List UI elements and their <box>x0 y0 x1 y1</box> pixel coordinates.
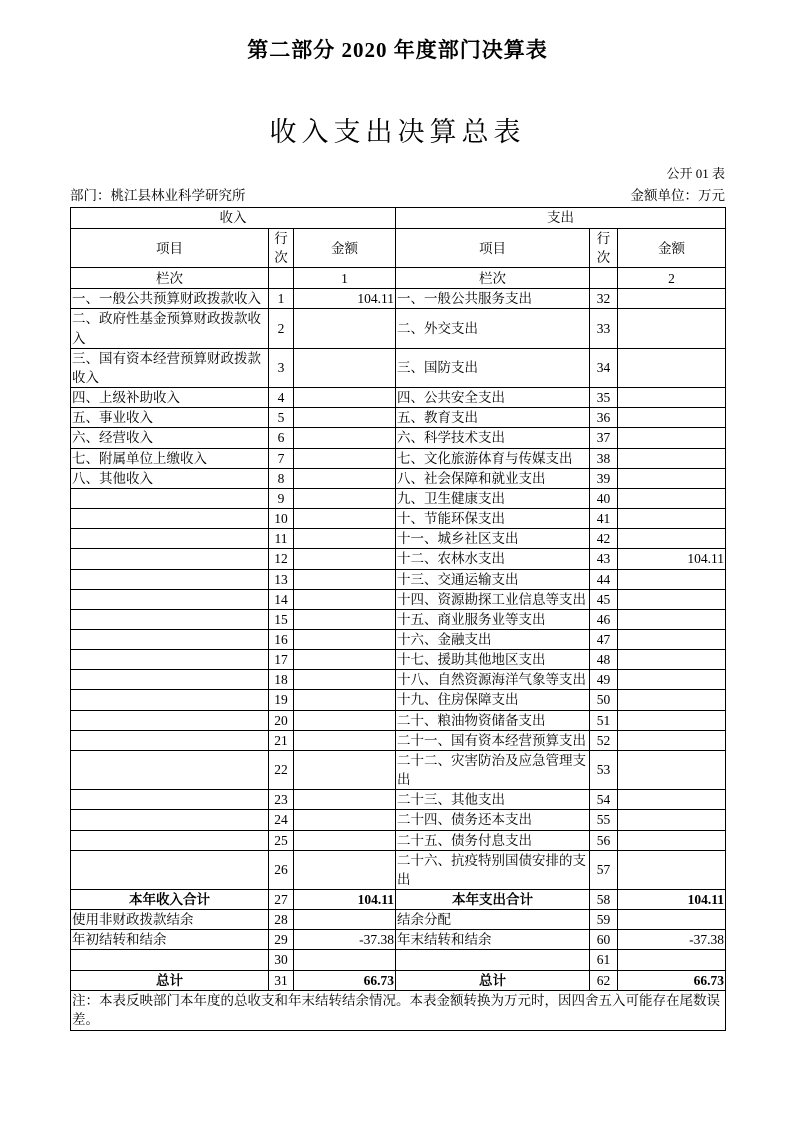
table-row <box>71 690 726 710</box>
table-row <box>71 810 726 830</box>
expense-item: 总计 <box>396 970 590 990</box>
income-line-no: 29 <box>269 930 294 950</box>
income-item: 七、附属单位上缴收入 <box>71 448 269 468</box>
income-item: 一、一般公共预算财政拨款收入 <box>71 289 269 309</box>
table-row <box>71 609 726 629</box>
income-item-header: 项目 <box>71 229 269 268</box>
expense-line-no: 41 <box>590 509 618 529</box>
income-item <box>71 850 269 889</box>
expense-amount <box>618 910 726 930</box>
income-amount <box>294 448 396 468</box>
income-amount: 104.11 <box>294 289 396 309</box>
expense-line-no: 57 <box>590 850 618 889</box>
expense-line-no: 61 <box>590 950 618 970</box>
income-line-no: 24 <box>269 810 294 830</box>
table-meta <box>70 184 725 206</box>
expense-amount <box>618 529 726 549</box>
expense-amount <box>618 289 726 309</box>
expense-amount <box>618 569 726 589</box>
income-line-no: 12 <box>269 549 294 569</box>
income-item <box>71 810 269 830</box>
income-amount <box>294 850 396 889</box>
income-line-no: 20 <box>269 710 294 730</box>
table-title: 收入支出决算总表 <box>269 117 526 147</box>
expense-line-no: 33 <box>590 309 618 348</box>
table-row <box>71 529 726 549</box>
expense-item: 六、科学技术支出 <box>396 428 590 448</box>
table-row <box>71 850 726 889</box>
section-title: 第二部分 2020 年度部门决算表 <box>247 38 548 62</box>
expense-amount <box>618 790 726 810</box>
expense-item: 十三、交通运输支出 <box>396 569 590 589</box>
income-item <box>71 750 269 789</box>
header-row-sections <box>71 208 726 229</box>
income-amount <box>294 629 396 649</box>
income-item <box>71 529 269 549</box>
income-amount <box>294 810 396 830</box>
expense-amount <box>618 388 726 408</box>
expense-amount <box>618 408 726 428</box>
table-row <box>71 509 726 529</box>
expense-item: 十一、城乡社区支出 <box>396 529 590 549</box>
income-item <box>71 509 269 529</box>
income-amount: -37.38 <box>294 930 396 950</box>
income-line-no: 30 <box>269 950 294 970</box>
expense-item: 八、社会保障和就业支出 <box>396 468 590 488</box>
expense-line-header: 行次 <box>590 229 618 268</box>
table-row <box>71 589 726 609</box>
expense-amount <box>618 950 726 970</box>
income-amount <box>294 529 396 549</box>
income-line-no: 18 <box>269 670 294 690</box>
table-row <box>71 309 726 348</box>
income-line-no: 19 <box>269 690 294 710</box>
income-item <box>71 670 269 690</box>
expense-line-no: 46 <box>590 609 618 629</box>
expense-item: 十九、住房保障支出 <box>396 690 590 710</box>
expense-item: 二十一、国有资本经营预算支出 <box>396 730 590 750</box>
income-line-no: 23 <box>269 790 294 810</box>
income-amount <box>294 408 396 428</box>
expense-item: 十八、自然资源海洋气象等支出 <box>396 670 590 690</box>
expense-amount: 66.73 <box>618 970 726 990</box>
income-line-no: 5 <box>269 408 294 428</box>
income-item: 总计 <box>71 970 269 990</box>
summary-row <box>71 970 726 990</box>
income-amount-header: 金额 <box>294 229 396 268</box>
expense-column-number: 2 <box>618 268 726 289</box>
expense-item-header: 项目 <box>396 229 590 268</box>
expense-amount <box>618 710 726 730</box>
expense-item: 十五、商业服务业等支出 <box>396 609 590 629</box>
income-line-no: 2 <box>269 309 294 348</box>
unit-label: 金额单位：万元 <box>630 188 725 203</box>
income-line-header: 行次 <box>269 229 294 268</box>
expense-line-no: 48 <box>590 650 618 670</box>
expense-amount <box>618 309 726 348</box>
income-line-no: 9 <box>269 488 294 508</box>
expense-item: 年末结转和结余 <box>396 930 590 950</box>
income-line-no: 6 <box>269 428 294 448</box>
expense-item: 结余分配 <box>396 910 590 930</box>
expense-item: 十六、金融支出 <box>396 629 590 649</box>
income-column-number: 1 <box>294 268 396 289</box>
income-amount <box>294 730 396 750</box>
table-row <box>71 790 726 810</box>
table-row <box>71 348 726 387</box>
table-row <box>71 488 726 508</box>
income-amount <box>294 488 396 508</box>
final-accounts-table <box>70 207 726 1031</box>
table-row <box>71 428 726 448</box>
expense-lanci-label: 栏次 <box>396 268 590 289</box>
income-line-no: 26 <box>269 850 294 889</box>
income-line-no: 4 <box>269 388 294 408</box>
table-row <box>71 289 726 309</box>
income-line-no: 15 <box>269 609 294 629</box>
table-row <box>71 388 726 408</box>
income-line-no: 22 <box>269 750 294 789</box>
expense-line-no: 37 <box>590 428 618 448</box>
income-amount <box>294 388 396 408</box>
expense-item: 二十二、灾害防治及应急管理支出 <box>396 750 590 789</box>
income-amount <box>294 790 396 810</box>
expense-line-no: 60 <box>590 930 618 950</box>
table-row <box>71 569 726 589</box>
table-code: 公开 01 表 <box>666 166 725 181</box>
expense-item: 九、卫生健康支出 <box>396 488 590 508</box>
table-note: 注：本表反映部门本年度的总收支和年末结转结余情况。本表金额转换为万元时，因四舍五入可能存在尾数误差。 <box>71 990 726 1030</box>
expense-item: 一、一般公共服务支出 <box>396 289 590 309</box>
income-item <box>71 950 269 970</box>
income-item <box>71 609 269 629</box>
income-item: 二、政府性基金预算财政拨款收入 <box>71 309 269 348</box>
income-item <box>71 830 269 850</box>
expense-line-no: 50 <box>590 690 618 710</box>
expense-item: 七、文化旅游体育与传媒支出 <box>396 448 590 468</box>
summary-row <box>71 910 726 930</box>
summary-row <box>71 930 726 950</box>
expense-line-no: 36 <box>590 408 618 428</box>
expense-amount <box>618 850 726 889</box>
income-item <box>71 569 269 589</box>
expense-line-no: 32 <box>590 289 618 309</box>
income-line-no: 8 <box>269 468 294 488</box>
expense-item <box>396 950 590 970</box>
expense-line-no: 56 <box>590 830 618 850</box>
income-item <box>71 690 269 710</box>
income-line-no: 3 <box>269 348 294 387</box>
expense-line-no: 34 <box>590 348 618 387</box>
income-item: 三、国有资本经营预算财政拨款收入 <box>71 348 269 387</box>
expense-line-no: 49 <box>590 670 618 690</box>
income-amount <box>294 910 396 930</box>
header-row-columns <box>71 229 726 268</box>
expense-amount <box>618 609 726 629</box>
income-line-no: 25 <box>269 830 294 850</box>
expense-amount <box>618 448 726 468</box>
income-amount <box>294 348 396 387</box>
expense-line-no: 38 <box>590 448 618 468</box>
income-item: 八、其他收入 <box>71 468 269 488</box>
expense-item: 十二、农林水支出 <box>396 549 590 569</box>
expense-item: 五、教育支出 <box>396 408 590 428</box>
income-amount <box>294 650 396 670</box>
income-item: 四、上级补助收入 <box>71 388 269 408</box>
expense-item: 二十、粮油物资储备支出 <box>396 710 590 730</box>
income-line-no: 11 <box>269 529 294 549</box>
note-row <box>71 990 726 1030</box>
expense-item: 十七、援助其他地区支出 <box>396 650 590 670</box>
expense-line-no: 44 <box>590 569 618 589</box>
expense-line-no: 42 <box>590 529 618 549</box>
income-amount <box>294 609 396 629</box>
expense-line-no: 58 <box>590 890 618 910</box>
summary-row <box>71 950 726 970</box>
income-item: 使用非财政拨款结余 <box>71 910 269 930</box>
income-item: 本年收入合计 <box>71 890 269 910</box>
income-item: 六、经营收入 <box>71 428 269 448</box>
income-item <box>71 589 269 609</box>
income-amount <box>294 750 396 789</box>
department-label: 部门：桃江县林业科学研究所 <box>70 188 246 203</box>
income-amount <box>294 690 396 710</box>
expense-amount <box>618 830 726 850</box>
header-row-lanci <box>71 268 726 289</box>
income-amount <box>294 589 396 609</box>
income-amount <box>294 509 396 529</box>
expense-item: 二十五、债务付息支出 <box>396 830 590 850</box>
expense-line-no: 53 <box>590 750 618 789</box>
expense-line-no: 59 <box>590 910 618 930</box>
table-row <box>71 629 726 649</box>
income-amount <box>294 830 396 850</box>
income-line-no: 1 <box>269 289 294 309</box>
expense-item: 二十六、抗疫特别国债安排的支出 <box>396 850 590 889</box>
expense-item: 二、外交支出 <box>396 309 590 348</box>
income-line-no: 7 <box>269 448 294 468</box>
income-line-no: 14 <box>269 589 294 609</box>
expense-amount: 104.11 <box>618 549 726 569</box>
income-amount <box>294 468 396 488</box>
expense-amount <box>618 690 726 710</box>
expense-amount: 104.11 <box>618 890 726 910</box>
income-amount <box>294 670 396 690</box>
table-row <box>71 710 726 730</box>
income-item <box>71 549 269 569</box>
expense-item: 十四、资源勘探工业信息等支出 <box>396 589 590 609</box>
table-row <box>71 830 726 850</box>
summary-row <box>71 890 726 910</box>
income-section-header: 收入 <box>71 208 396 229</box>
expense-line-no: 43 <box>590 549 618 569</box>
expense-line-no: 52 <box>590 730 618 750</box>
income-item: 五、事业收入 <box>71 408 269 428</box>
income-amount <box>294 309 396 348</box>
expense-line-no: 39 <box>590 468 618 488</box>
expense-amount <box>618 730 726 750</box>
income-item <box>71 629 269 649</box>
expense-amount <box>618 810 726 830</box>
expense-item: 二十三、其他支出 <box>396 790 590 810</box>
income-amount: 104.11 <box>294 890 396 910</box>
income-line-no: 10 <box>269 509 294 529</box>
table-row <box>71 448 726 468</box>
expense-item: 三、国防支出 <box>396 348 590 387</box>
expense-amount-header: 金额 <box>618 229 726 268</box>
expense-amount <box>618 750 726 789</box>
expense-amount <box>618 509 726 529</box>
expense-line-no: 35 <box>590 388 618 408</box>
income-line-no: 16 <box>269 629 294 649</box>
income-line-no: 17 <box>269 650 294 670</box>
income-item <box>71 650 269 670</box>
table-row <box>71 670 726 690</box>
expense-item: 四、公共安全支出 <box>396 388 590 408</box>
table-row <box>71 408 726 428</box>
expense-amount <box>618 650 726 670</box>
income-line-no: 21 <box>269 730 294 750</box>
expense-line-no: 51 <box>590 710 618 730</box>
income-item <box>71 730 269 750</box>
income-line-no: 27 <box>269 890 294 910</box>
expense-amount <box>618 670 726 690</box>
income-item <box>71 790 269 810</box>
expense-lanci-blank <box>590 268 618 289</box>
income-amount <box>294 569 396 589</box>
income-amount <box>294 428 396 448</box>
income-lanci-blank <box>269 268 294 289</box>
expense-amount <box>618 468 726 488</box>
income-amount <box>294 710 396 730</box>
income-lanci-label: 栏次 <box>71 268 269 289</box>
expense-amount <box>618 348 726 387</box>
income-amount <box>294 950 396 970</box>
income-line-no: 13 <box>269 569 294 589</box>
expense-amount <box>618 428 726 448</box>
expense-amount <box>618 488 726 508</box>
income-item <box>71 488 269 508</box>
income-amount <box>294 549 396 569</box>
expense-line-no: 40 <box>590 488 618 508</box>
table-row <box>71 468 726 488</box>
table-row <box>71 549 726 569</box>
table-row <box>71 730 726 750</box>
expense-amount <box>618 589 726 609</box>
income-line-no: 31 <box>269 970 294 990</box>
expense-amount <box>618 629 726 649</box>
expense-item: 本年支出合计 <box>396 890 590 910</box>
table-row <box>71 750 726 789</box>
expense-line-no: 54 <box>590 790 618 810</box>
income-item: 年初结转和结余 <box>71 930 269 950</box>
expense-item: 二十四、债务还本支出 <box>396 810 590 830</box>
expense-line-no: 62 <box>590 970 618 990</box>
income-amount: 66.73 <box>294 970 396 990</box>
income-line-no: 28 <box>269 910 294 930</box>
expense-line-no: 47 <box>590 629 618 649</box>
table-row <box>71 650 726 670</box>
expense-section-header: 支出 <box>396 208 726 229</box>
income-item <box>71 710 269 730</box>
expense-line-no: 55 <box>590 810 618 830</box>
expense-amount: -37.38 <box>618 930 726 950</box>
expense-item: 十、节能环保支出 <box>396 509 590 529</box>
expense-line-no: 45 <box>590 589 618 609</box>
